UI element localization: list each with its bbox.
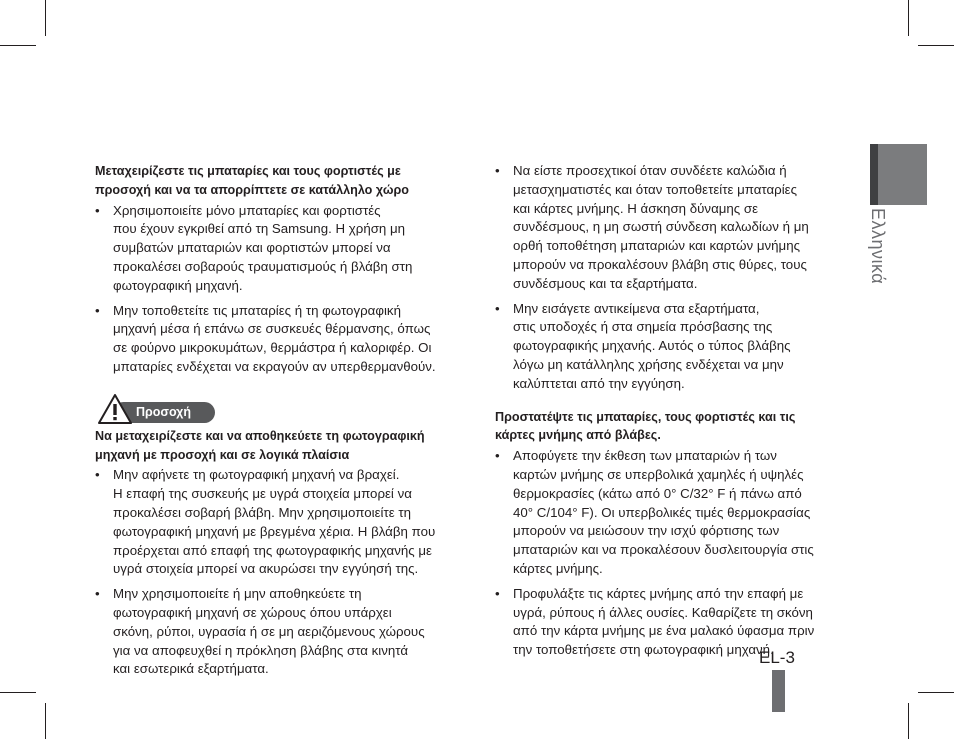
section-tab-edge [870,144,878,205]
section-heading: Να μεταχειρίζεστε και να αποθηκεύετε τη φωτογραφική μηχανή με προσοχή και σε λογικά πλαίσια [95,428,425,462]
page-number: EL-3 [759,648,795,667]
crop-mark [918,692,954,693]
section-tab [870,144,927,205]
crop-mark [45,0,46,36]
list-item: • Μην αφήνετε τη φωτογραφική μηχανή να βραχεί. Η επαφή της συσκευής με υγρά στοιχεία μπορεί να προκαλέσει σοβαρή βλάβη. Μην χρησιμοποιείτε τη φωτογραφική μηχανή με βρεγμένα χέρια. Η βλάβη που προέρχεται από επαφή της φωτογραφικής μηχανής με υγρά στοιχεία μπορεί να ακυρώσει την εγγύησή της. [95,466,465,579]
section-heading: Προστατέψτε τις μπαταρίες, τους φορτιστές και τις κάρτες μνήμης από βλάβες. [495,409,796,443]
list-item: • Να είστε προσεχτικοί όταν συνδέετε καλώδια ή μετασχηματιστές και όταν τοποθετείτε μπαταρίες και κάρτες μνήμης. Η άσκηση δύναμης σε συνδέσμους, η μη σωστή σύνδεση καλωδίων ή μη ορθή τοποθέτηση μπαταριών και καρτών μνήμης μπορούν να προκαλέσουν βλάβη στις θύρες, τους συνδέσμους και τα εξαρτήματα. [495,162,850,294]
caution-label: Προσοχή [136,404,191,419]
bullet-list [495,162,850,394]
list-item: • Μην τοποθετείτε τις μπαταρίες ή τη φωτογραφική μηχανή μέσα ή επάνω σε συσκευές θέρμανσης, όπως σε φούρνο μικροκυμάτων, θερμάστρα ή καλοριφέρ. Οι μπαταρίες ενδέχεται να εκραγούν αν υπερθερμανθούν. [95,302,465,377]
list-item: • Προφυλάξτε τις κάρτες μνήμης από την επαφή με υγρά, ρύπους ή άλλες ουσίες. Καθαρίζετε τη σκόνη από την κάρτα μνήμης με ένα μαλακό ύφασμα πριν την τοποθετήσετε στη φωτογραφική μηχανή. [495,585,850,660]
list-item: • Αποφύγετε την έκθεση των μπαταριών ή των καρτών μνήμης σε υπερβολικά χαμηλές ή υψηλές θερμοκρασίες (κάτω από 0° C/32° F ή πάνω από 40° C/104° F). Οι υπερβολικές τιμές θερμοκρασίας μπορούν να μειώσουν την ισχύ φόρτισης των μπαταριών και να προκαλέσουν δυσλειτουργία στις κάρτες μνήμης. [495,447,850,579]
caution-badge [95,393,465,425]
warning-icon [97,393,133,425]
left-column [95,162,465,685]
bullet-list [495,447,850,660]
section-heading: Μεταχειρίζεστε τις μπαταρίες και τους φορτιστές με προσοχή και να τα απορρίπτετε σε κατάλληλο χώρο [95,164,409,197]
bullet-list [95,466,465,679]
crop-mark [0,45,36,46]
crop-mark [45,703,46,739]
crop-mark [908,0,909,36]
list-item: • Μην χρησιμοποιείτε ή μην αποθηκεύετε τη φωτογραφική μηχανή σε χώρους όπου υπάρχει σκόνη, ρύποι, υγρασία ή σε μη αεριζόμενους χώρους για να αποφευχθεί η πρόκληση βλάβης στα κινητά και εσωτερικά εξαρτήματα. [95,585,465,679]
right-column [495,162,850,666]
crop-mark [0,692,36,693]
bullet-list [95,202,465,377]
list-item: • Μην εισάγετε αντικείμενα στα εξαρτήματα, στις υποδοχές ή στα σημεία πρόσβασης της φωτογραφικής μηχανής. Αυτός ο τύπος βλάβης λόγω μη κατάλληλης χρήσης ενδέχεται να μην καλύπτεται από την εγγύηση. [495,300,850,394]
list-item: • Χρησιμοποιείτε μόνο μπαταρίες και φορτιστές που έχουν εγκριθεί από τη Samsung. Η χρήση μη συμβατών μπαταριών και φορτιστών μπορεί να προκαλέσει σοβαρούς τραυματισμούς ή βλάβη στη φωτογραφική μηχανή. [95,202,465,296]
crop-mark [908,703,909,739]
crop-mark [918,45,954,46]
section-tab-label: Ελληνικά [868,208,888,285]
page-marker-bar [772,670,785,712]
